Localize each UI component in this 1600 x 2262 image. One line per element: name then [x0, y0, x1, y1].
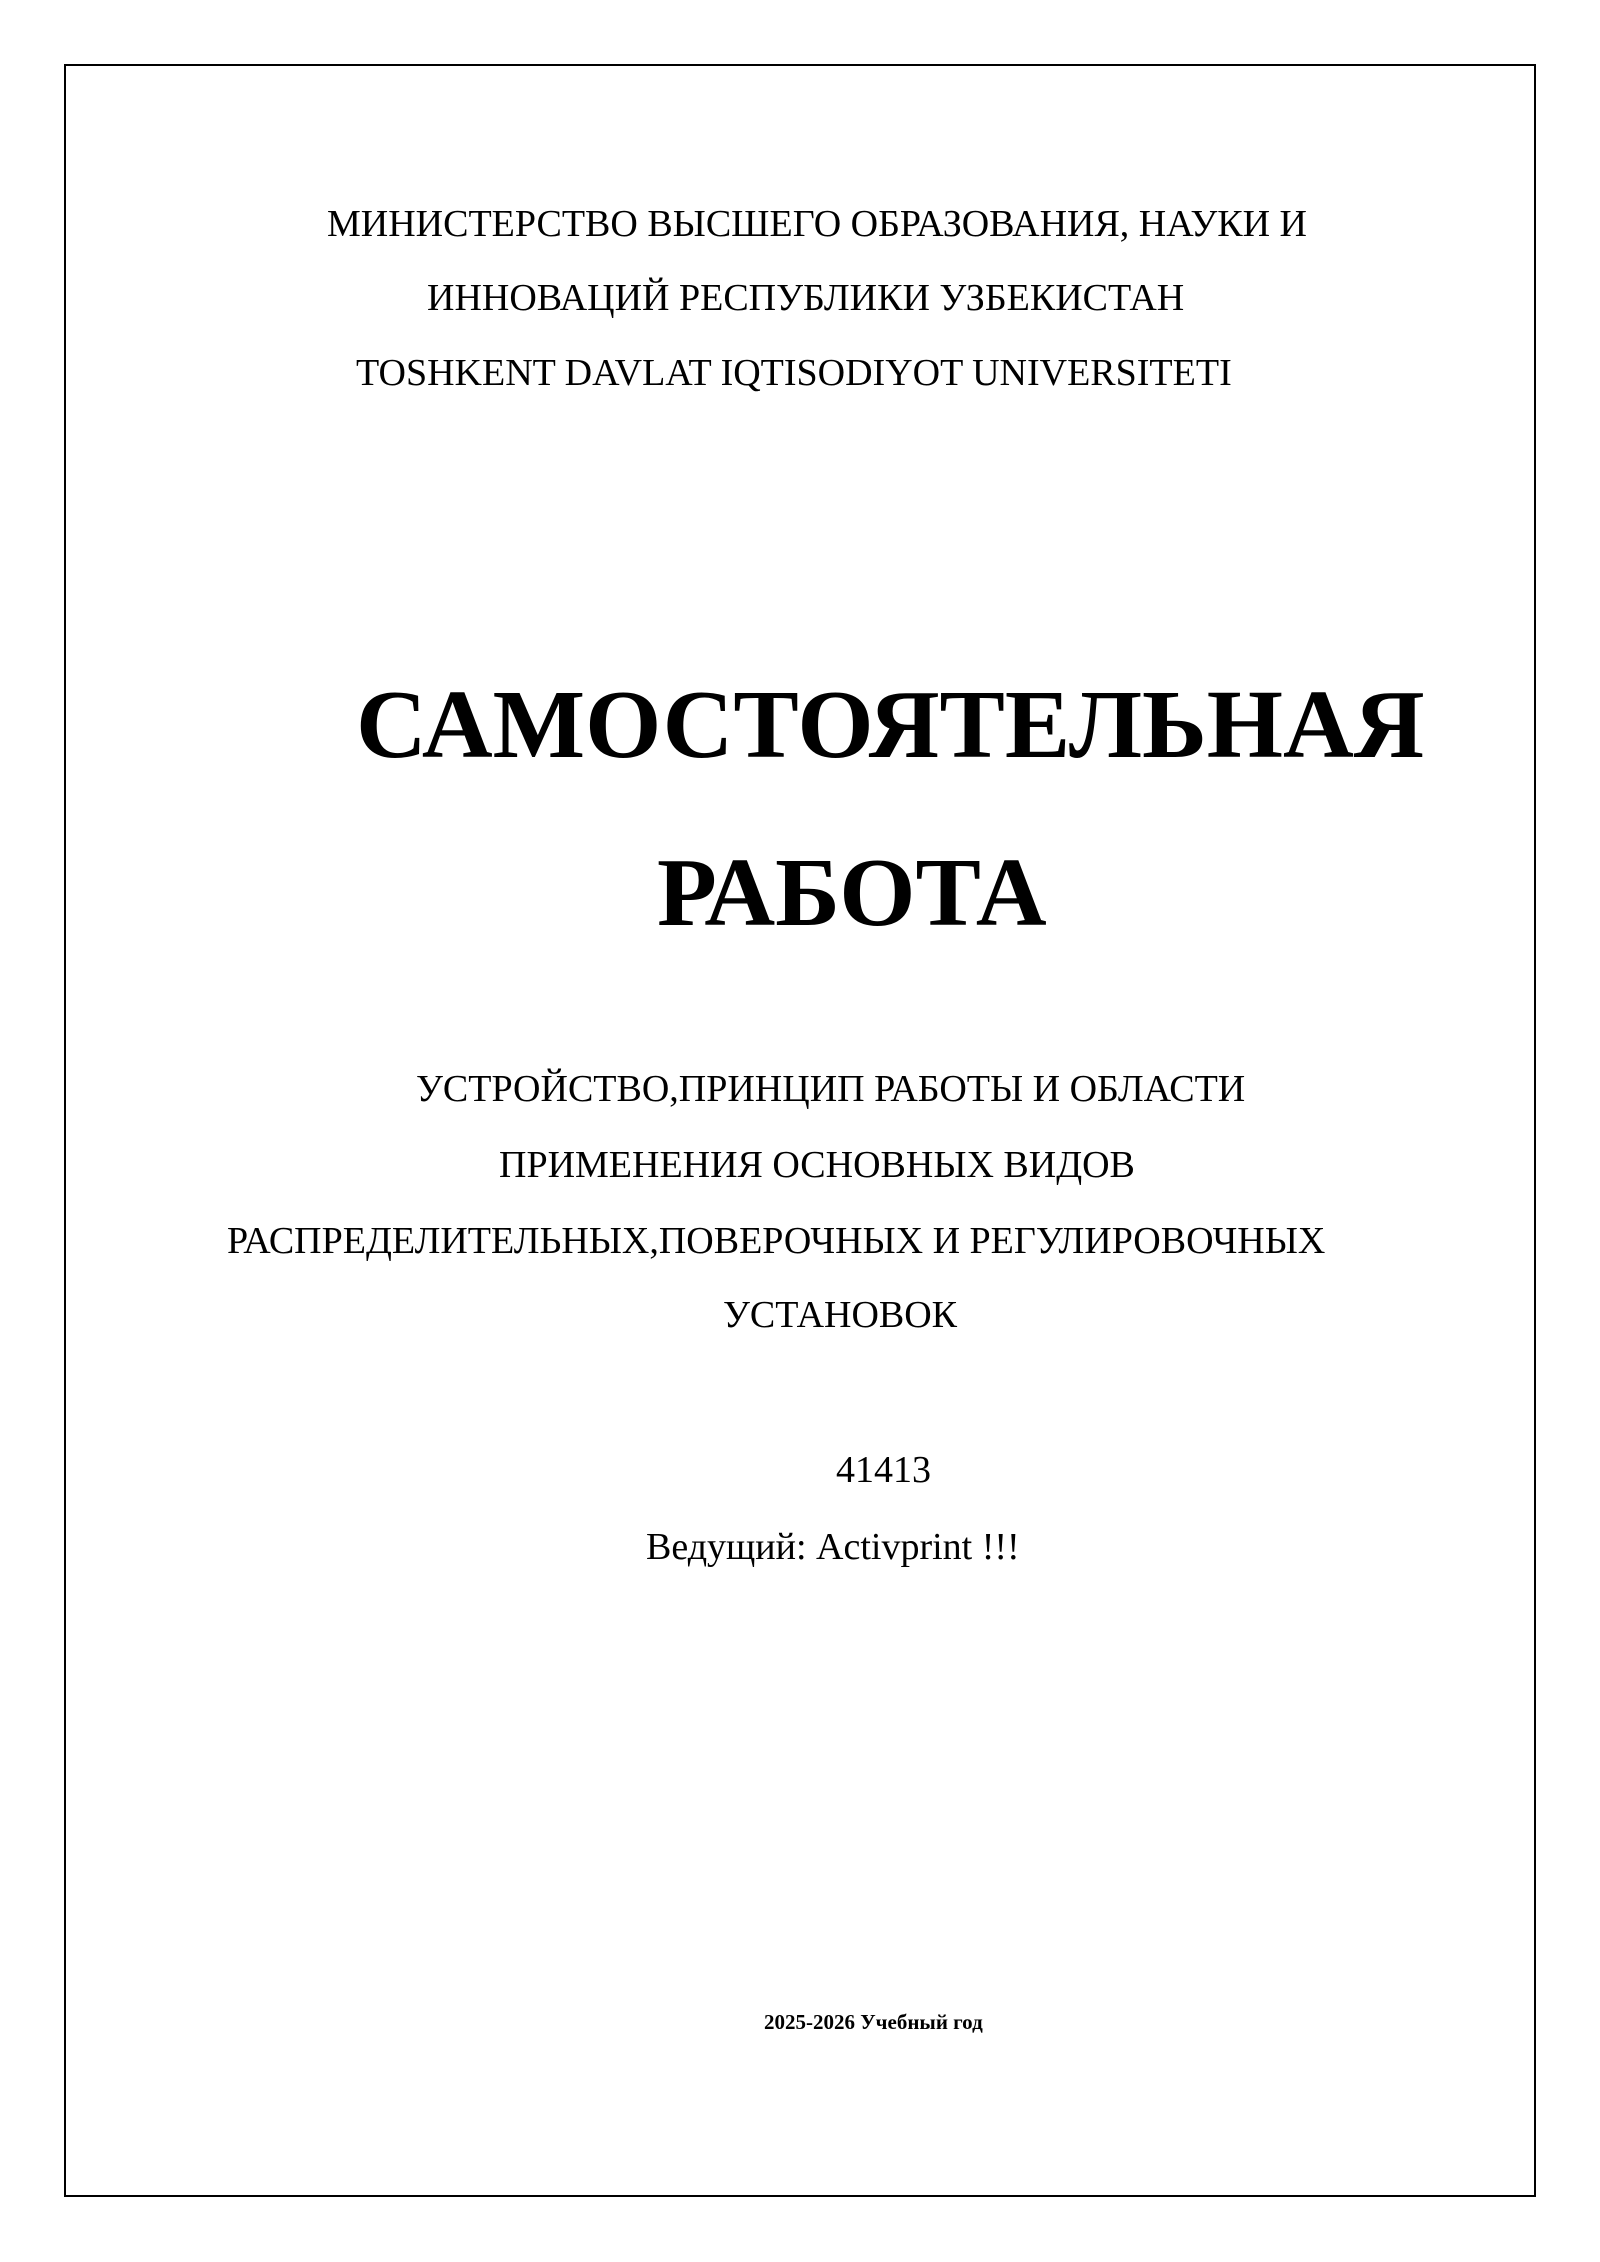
work-number: 41413 [836, 1449, 931, 1491]
ministry-line-2: ИННОВАЦИЙ РЕСПУБЛИКИ УЗБЕКИСТАН [427, 277, 1185, 319]
topic-line-2: ПРИМЕНЕНИЯ ОСНОВНЫХ ВИДОВ [499, 1144, 1135, 1186]
leader-line: Ведущий: Activprint !!! [646, 1526, 1020, 1568]
ministry-line-1: МИНИСТЕРСТВО ВЫСШЕГО ОБРАЗОВАНИЯ, НАУКИ И [327, 203, 1307, 245]
academic-year: 2025-2026 Учебный год [764, 2010, 983, 2034]
topic-line-1: УСТРОЙСТВО,ПРИНЦИП РАБОТЫ И ОБЛАСТИ [416, 1068, 1246, 1110]
university-name: TOSHKENT DAVLAT IQTISODIYOT UNIVERSITETI [356, 352, 1232, 394]
topic-line-3: РАСПРЕДЕЛИТЕЛЬНЫХ,ПОВЕРОЧНЫХ И РЕГУЛИРОВОЧНЫХ [227, 1220, 1326, 1262]
topic-line-4: УСТАНОВОК [723, 1294, 958, 1336]
main-title-line-1: САМОСТОЯТЕЛЬНАЯ [356, 671, 1425, 779]
main-title-line-2: РАБОТА [657, 839, 1047, 947]
